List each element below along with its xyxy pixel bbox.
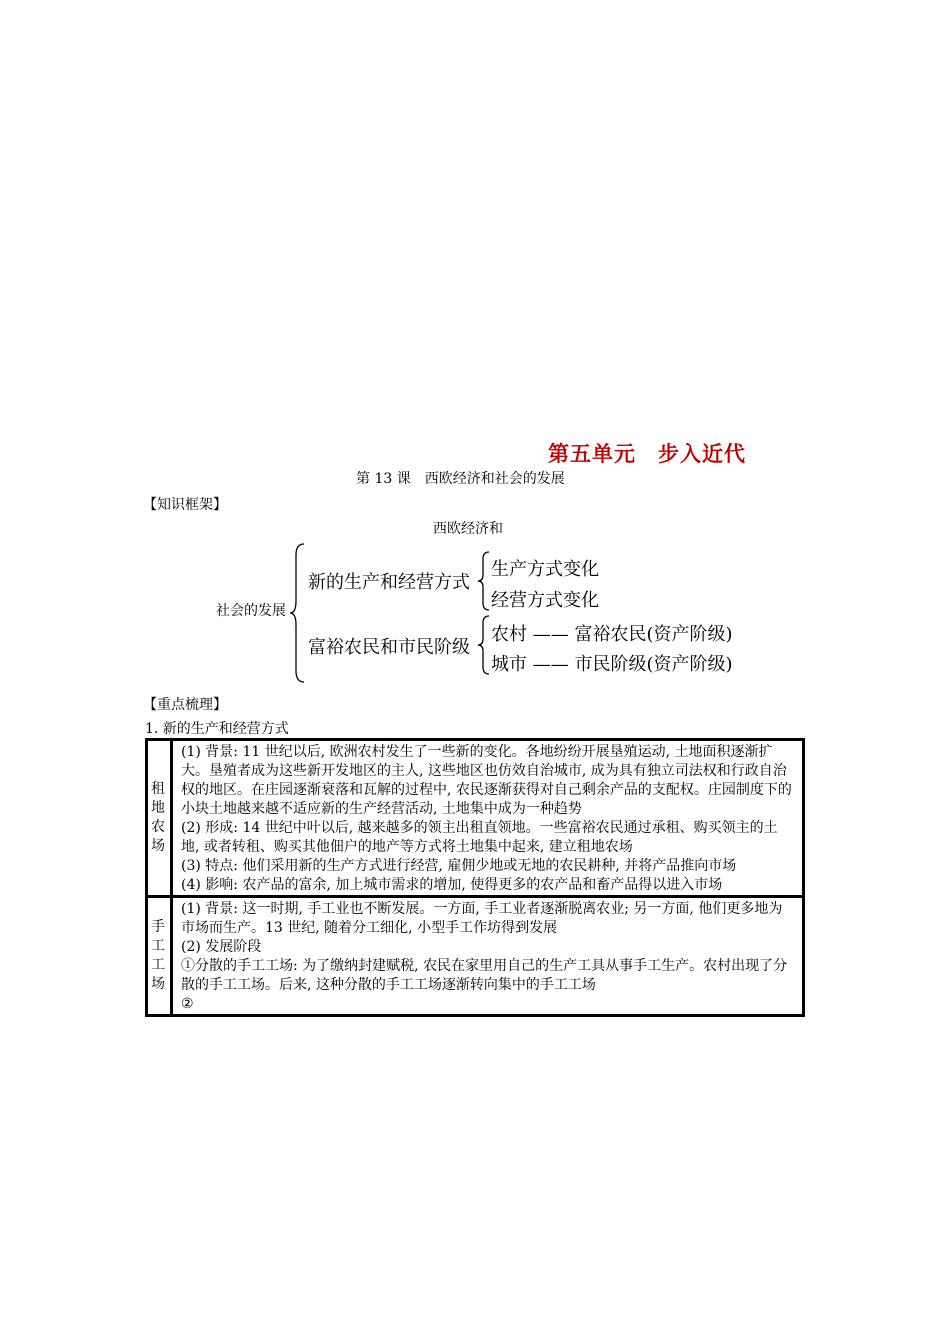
farm-background: (1) 背景: 11 世纪以后, 欧洲农村发生了一些新的变化。各地纷纷开展垦殖运动, 土地面积逐渐扩大。垦殖者成为这些新开发地区的主人, 这些地区也仿效自治城市, 成为具有独立司法权和行政自治权的地区。在庄园逐渐衰落和瓦解的过程中, 农民逐渐获得对自己剩余产品的支配权。庄园制度下的小块土地越来越不适应新的生产经营活动, 土地集中成为一种趋势: [181, 744, 792, 817]
branch2-label: 富裕农民和市民阶级: [308, 637, 470, 658]
branch2-child-1: 农村 —— 富裕农民(资产阶级): [491, 624, 733, 645]
unit-title: 第五单元 步入近代: [548, 442, 746, 466]
branch1-child-1: 生产方式变化: [491, 559, 599, 580]
farm-formation: (2) 形成: 14 世纪中叶以后, 越来越多的领主出租直领地。一些富裕农民通过承租、购买领主的土地, 或者转租、购买其他佃户的地产等方式将土地集中起来, 建立租地农场: [181, 820, 778, 855]
branch1-label: 新的生产和经营方式: [308, 572, 470, 593]
lesson-title: 第 13 课 西欧经济和社会的发展: [356, 471, 565, 487]
branch2-brace: [478, 615, 490, 675]
workshop-stages: (2) 发展阶段: [181, 939, 262, 955]
row-label-farm: 租地农场: [147, 740, 172, 897]
table-row: [147, 897, 804, 1016]
farm-impact: (4) 影响: 农产品的富余, 加上城市需求的增加, 使得更多的农产品和畜产品得以进入市场: [181, 877, 723, 893]
row-content-farm: [172, 740, 804, 897]
content-table: [145, 738, 805, 1017]
main-brace: [290, 543, 306, 683]
branch1-brace: [478, 551, 490, 611]
branch2-child-2: 城市 —— 市民阶级(资产阶级): [491, 654, 733, 675]
workshop-stage-2: ②: [181, 996, 194, 1012]
branch1-child-2: 经营方式变化: [491, 590, 599, 611]
framework-root-line1: 西欧经济和: [433, 521, 503, 537]
row-content-workshop: [172, 897, 804, 1016]
framework-heading: 【知识框架】: [143, 497, 227, 513]
framework-root-line2: 社会的发展: [216, 603, 286, 619]
row-label-workshop: 手工工场: [147, 897, 172, 1016]
item1-title: 1. 新的生产和经营方式: [145, 721, 289, 737]
workshop-background: (1) 背景: 这一时期, 手工业也不断发展。一方面, 手工业者逐渐脱离农业; 另一方面, 他们更多地为市场而生产。13 世纪, 随着分工细化, 小型手工作坊得到发展: [181, 901, 783, 936]
farm-features: (3) 特点: 他们采用新的生产方式进行经营, 雇佣少地或无地的农民耕种, 并将产品推向市场: [181, 858, 737, 874]
table-row: [147, 740, 804, 897]
workshop-stage-1: ①分散的手工工场: 为了缴纳封建赋税, 农民在家里用自己的生产工具从事手工生产。农村出现了分散的手工工场。后来, 这种分散的手工工场逐渐转向集中的手工工场: [181, 958, 788, 993]
key-points-heading: 【重点梳理】: [143, 697, 227, 713]
